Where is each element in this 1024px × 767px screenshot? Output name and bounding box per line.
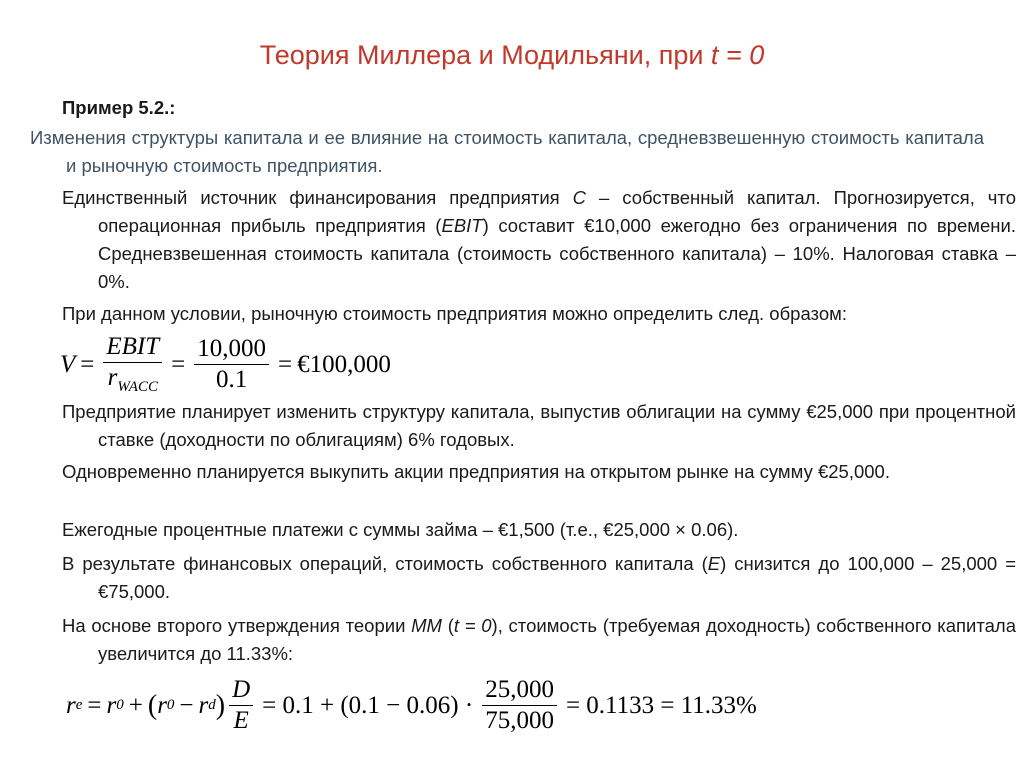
fraction-10000-over-01: $\frac{10,000}{0.1}$ — [194, 335, 269, 394]
paragraph-share-buyback: Одновременно планируется выкупить акции предприятия на открытом рынке на сумму €25,000. — [62, 461, 890, 482]
paragraph-bond-issue: Предприятие планирует изменить структуру капитала, выпустив облигации на сумму €25,000 при процентной ставке (доходности по облигациям) 6% годовых. — [62, 401, 1016, 450]
paragraph-market-value-intro: При данном условии, рыночную стоимость предприятия можно определить след. образом: — [62, 303, 847, 324]
example-label: Пример 5.2.: — [62, 97, 176, 118]
paragraph-equity-decrease: В результате финансовых операций, стоимость собственного капитала (E) снизится до 100,000 – 25,000 = €75,000. — [62, 553, 1016, 602]
formula-market-value: V = $\frac{\text{EBIT}}{r_{WACC}}$ = $\frac{10,000}{0.1}$ = €100,000 — [60, 333, 391, 395]
fraction-ebit-over-wacc: $\frac{\text{EBIT}}{r_{WACC}}$ — [103, 333, 162, 396]
fraction-25000-over-75000: $\frac{25,000}{75,000}$ — [482, 676, 557, 735]
fraction-debt-over-equity: $\frac{D}{E}$ — [229, 676, 253, 735]
slide-title: Теория Миллера и Модильяни, при t = 0 — [259, 40, 765, 70]
paragraph-financing-source: Единственный источник финансирования предприятия С – собственный капитал. Прогнозируется, что операционная прибыль предприятия (EBIT) составит €10,000 ежегодно без ограничения по времени. Средневзвешенная стоимость капитала (стоимость собственного капитала) – 10%. Налоговая ставка – 0%. — [62, 187, 1016, 292]
paragraph-mm-proposition: На основе второго утверждения теории ММ (t = 0), стоимость (требуемая доходность) собственного капитала увеличится до 11.33%: — [62, 615, 1017, 664]
paragraph-interest-payments: Ежегодные процентные платежи с суммы займа – €1,500 (т.е., €25,000 × 0.06). — [62, 519, 739, 540]
example-subtitle: Изменения структуры капитала и ее влияние на стоимость капитала, средневзвешенную стоимость капитала и рыночную стоимость предприятия. — [30, 127, 984, 176]
formula-cost-of-equity: r e = r 0 + ( r 0 − r d ) $\frac{D}{E}$ = 0.1 + (0.1 − 0.06) · $\frac{25,000}{75,000}$ = 0.1133 = 11.33% — [66, 676, 757, 734]
